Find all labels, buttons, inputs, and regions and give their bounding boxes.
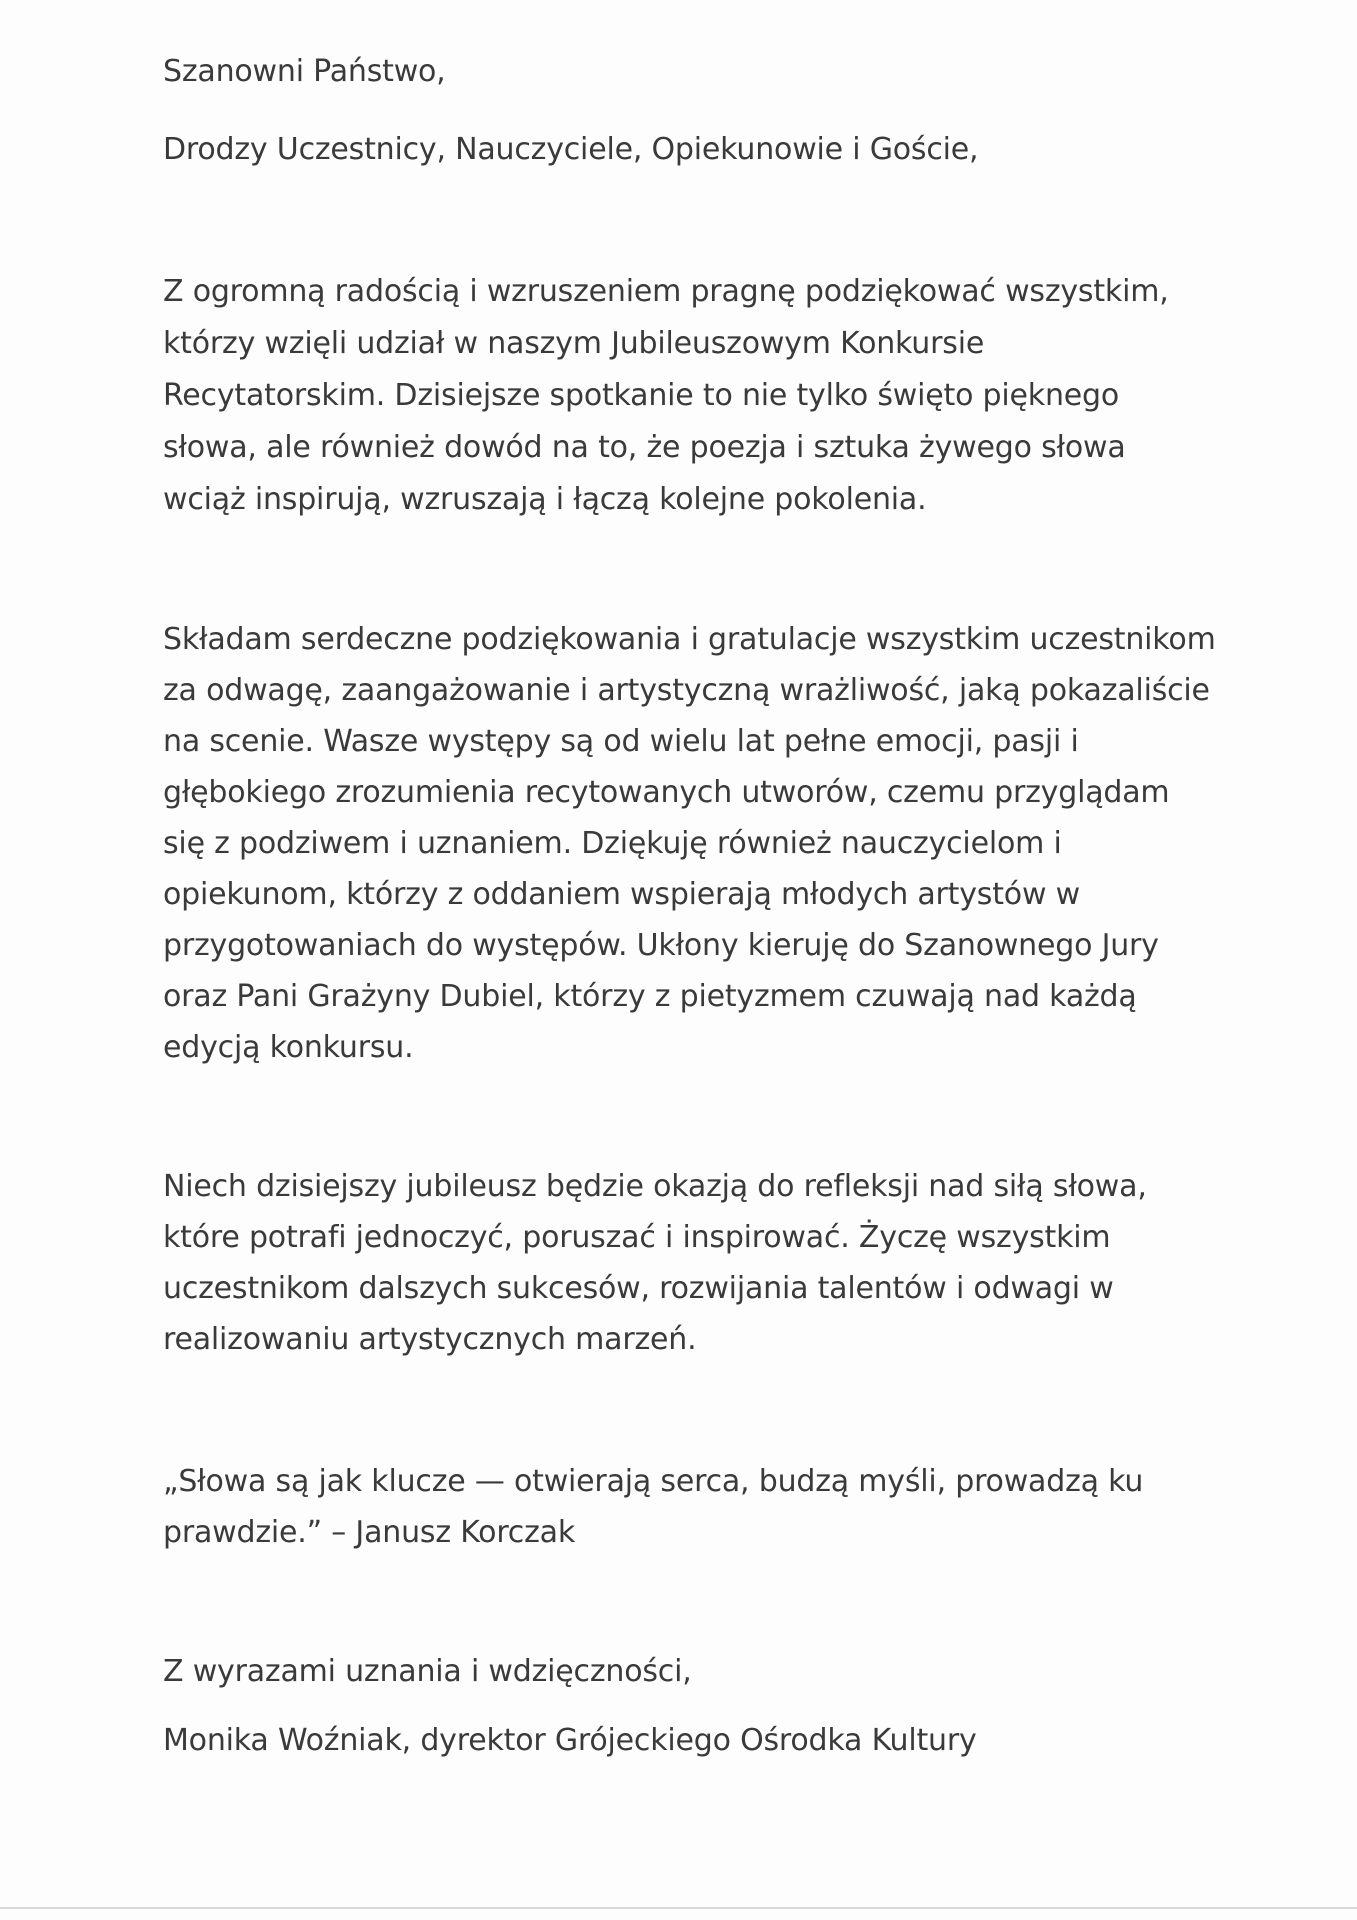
paragraph-2-line: głębokiego zrozumienia recytowanych utworów, czemu przyglądam [163, 775, 1170, 810]
paragraph-2-line: przygotowaniach do występów. Ukłony kieruję do Szanownego Jury [163, 928, 1159, 963]
paragraph-2-line: Składam serdeczne podziękowania i gratulacje wszystkim uczestnikom [163, 622, 1216, 657]
paragraph-3-line: które potrafi jednoczyć, poruszać i inspirować. Życzę wszystkim [163, 1220, 1111, 1255]
paragraph-1-line: Recytatorskim. Dzisiejsze spotkanie to nie tylko święto pięknego [163, 378, 1120, 413]
greeting-line-2: Drodzy Uczestnicy, Nauczyciele, Opiekunowie i Goście, [163, 132, 979, 167]
paragraph-2-line: na scenie. Wasze występy są od wielu lat pełne emocji, pasji i [163, 724, 1079, 759]
greeting-line-1: Szanowni Państwo, [163, 54, 446, 89]
paragraph-1-line: Z ogromną radością i wzruszeniem pragnę podziękować wszystkim, [163, 274, 1169, 309]
paragraph-3-line: Niech dzisiejszy jubileusz będzie okazją do refleksji nad siłą słowa, [163, 1169, 1147, 1204]
paragraph-2-line: edycją konkursu. [163, 1030, 414, 1065]
paragraph-2-line: za odwagę, zaangażowanie i artystyczną wrażliwość, jaką pokazaliście [163, 673, 1210, 708]
paragraph-3-line: uczestnikom dalszych sukcesów, rozwijania talentów i odwagi w [163, 1271, 1114, 1306]
paragraph-2-line: opiekunom, którzy z oddaniem wspierają młodych artystów w [163, 877, 1080, 912]
quote-line: prawdzie.” – Janusz Korczak [163, 1515, 576, 1550]
paragraph-1-line: wciąż inspirują, wzruszają i łączą kolejne pokolenia. [163, 482, 927, 517]
closing-line: Z wyrazami uznania i wdzięczności, [163, 1654, 692, 1689]
paragraph-1-line: którzy wzięli udział w naszym Jubileuszowym Konkursie [163, 326, 985, 361]
signature-line: Monika Woźniak, dyrektor Grójeckiego Ośrodka Kultury [163, 1723, 977, 1758]
paragraph-3-line: realizowaniu artystycznych marzeń. [163, 1322, 697, 1357]
quote-line: „Słowa są jak klucze — otwierają serca, budzą myśli, prowadzą ku [163, 1464, 1144, 1499]
paragraph-1-line: słowa, ale również dowód na to, że poezja i sztuka żywego słowa [163, 430, 1126, 465]
paragraph-2-line: się z podziwem i uznaniem. Dziękuję również nauczycielom i [163, 826, 1062, 861]
scan-edge-divider [0, 1907, 1357, 1909]
paragraph-2-line: oraz Pani Grażyny Dubiel, którzy z pietyzmem czuwają nad każdą [163, 979, 1137, 1014]
